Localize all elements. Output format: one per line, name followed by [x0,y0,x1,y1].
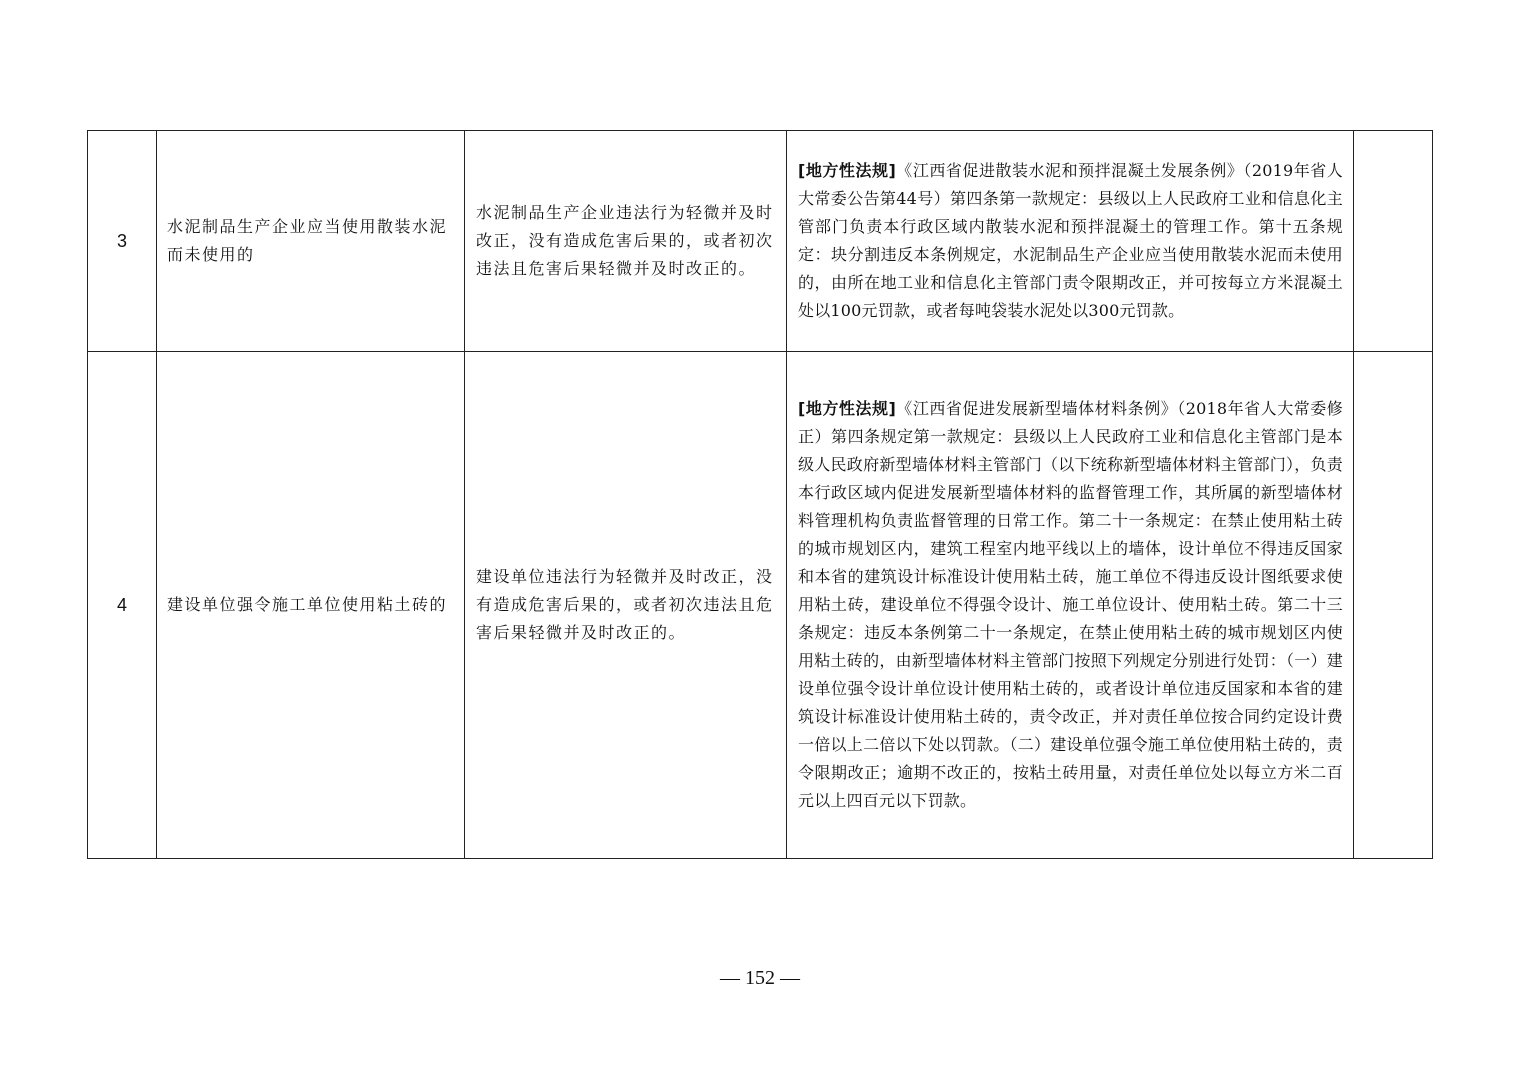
legal-basis-type: [地方性法规] [798,399,896,418]
table-row [88,352,1433,859]
legal-basis-text: 《江西省促进散装水泥和预拌混凝土发展条例》（2019年省人大常委公告第44号）第四条第一款规定：县级以上人民政府工业和信息化主管部门负责本行政区域内散装水泥和预拌混凝土的管理工作。第十五条规定：块分割违反本条例规定，水泥制品生产企业应当使用散装水泥而未使用的，由所在地工业和信息化主管部门责令限期改正，并可按每立方米混凝土处以100元罚款，或者每吨袋装水泥处以300元罚款。 [798,161,1343,320]
legal-basis-content [798,395,1343,815]
legal-basis-content [798,157,1343,325]
row-number: 3 [88,131,157,352]
penalty-table [87,130,1433,859]
legal-basis-text: 《江西省促进发展新型墙体材料条例》（2018年省人大常委修正）第四条规定第一款规定：县级以上人民政府工业和信息化主管部门是本级人民政府新型墙体材料主管部门（以下统称新型墙体材料主管部门），负责本行政区域内促进发展新型墙体材料的监督管理工作，其所属的新型墙体材料管理机构负责监督管理的日常工作。第二十一条规定：在禁止使用粘土砖的城市规划区内，建筑工程室内地平线以上的墙体，设计单位不得违反国家和本省的建筑设计标准设计使用粘土砖，施工单位不得违反设计图纸要求使用粘土砖，建设单位不得强令设计、施工单位设计、使用粘土砖。第二十三条规定：违反本条例第二十一条规定，在禁止使用粘土砖的城市规划区内使用粘土砖的，由新型墙体材料主管部门按照下列规定分别进行处罚：（一）建设单位强令设计单位设计使用粘土砖的，或者设计单位违反国家和本省的建筑设计标准设计使用粘土砖的，责令改正，并对责任单位按合同约定设计费一倍以上二倍以下处以罚款。（二）建设单位强令施工单位使用粘土砖的，责令限期改正；逾期不改正的，按粘土砖用量，对责任单位处以每立方米二百元以上四百元以下罚款。 [798,399,1343,810]
exemption-condition [465,352,787,859]
violation-item-text: 建设单位强令施工单位使用粘土砖的 [167,595,448,614]
row-number: 4 [88,352,157,859]
remarks-cell [1354,131,1433,352]
legal-basis-type: [地方性法规] [798,161,896,180]
violation-item [157,352,465,859]
violation-item [157,131,465,352]
remarks-cell [1354,352,1433,859]
exemption-condition [465,131,787,352]
violation-item-text: 水泥制品生产企业应当使用散装水泥而未使用的 [167,217,448,264]
page-number: — 152 — [720,967,800,989]
table-row [88,131,1433,352]
legal-basis [787,131,1354,352]
exemption-condition-text: 水泥制品生产企业违法行为轻微并及时改正，没有造成危害后果的，或者初次违法且危害后果轻微并及时改正的。 [476,203,774,278]
legal-basis [787,352,1354,859]
exemption-condition-text: 建设单位违法行为轻微并及时改正，没有造成危害后果的，或者初次违法且危害后果轻微并及时改正的。 [476,567,774,642]
